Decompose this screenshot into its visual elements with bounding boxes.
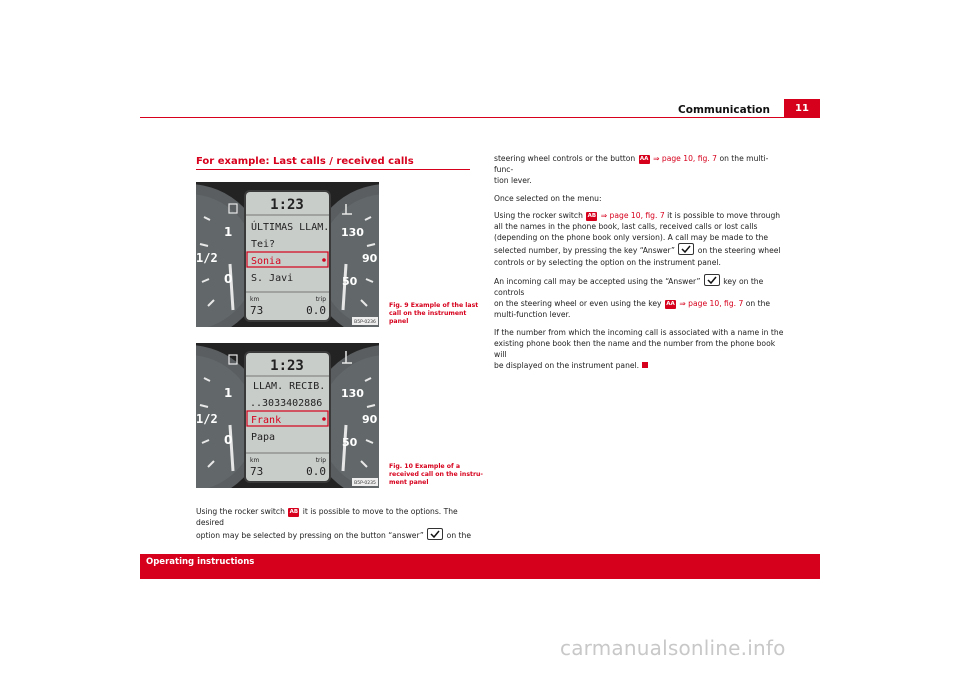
answer-key-icon	[678, 243, 694, 255]
page-reference-link[interactable]: ⇒ page 10, fig. 7	[679, 299, 744, 309]
display-clock: 1:23	[270, 197, 304, 213]
page-reference-link[interactable]: ⇒ page 10, fig. 7	[600, 210, 665, 220]
rocker-switch-ab-badge: AB	[289, 509, 299, 515]
display-list-item-selected: Sonia	[251, 256, 282, 267]
display-trip-value: 0.0	[306, 465, 326, 478]
display-list-item: ..3033402886	[250, 398, 323, 409]
figure-10-caption: Fig. 10 Example of a received call on the instru- ment panel	[389, 463, 483, 486]
instrument-cluster-illustration	[196, 343, 379, 488]
rocker-switch-ab-badge: AB	[587, 212, 597, 219]
watermark: carmanualsonline.info	[560, 636, 786, 660]
left-paragraph: Using the rocker switch AB it is possible to move to the options. The desired option may be selected by pressing on the button “answer” on the	[196, 507, 472, 541]
gauge-fuel-empty: 0	[224, 433, 233, 447]
gauge-temp-high: 130	[341, 387, 364, 400]
display-clock: 1:23	[270, 358, 304, 374]
page-number: 11	[784, 99, 820, 118]
section-rule	[196, 169, 470, 170]
answer-key-icon	[704, 274, 720, 286]
gauge-temp-high: 130	[341, 226, 364, 239]
display-trip-label: trip	[315, 296, 326, 303]
display-menu-title: LLAM. RECIB.	[253, 381, 326, 392]
end-of-section-marker	[642, 362, 648, 368]
instrument-cluster-illustration	[196, 182, 379, 327]
display-list-item-selected: Frank	[251, 415, 282, 426]
answer-key-icon	[427, 528, 443, 540]
gauge-fuel-half: 1/2	[196, 251, 218, 265]
footer-section-label: Operating instructions	[146, 557, 255, 567]
gauge-fuel-half: 1/2	[196, 412, 218, 426]
figure-code: B5P-0235	[354, 481, 376, 486]
button-aa-badge: AA	[666, 301, 675, 308]
button-aa-badge: AA	[639, 156, 649, 162]
display-list-item: S. Javi	[251, 273, 294, 284]
gauge-temp-mid: 90	[362, 413, 378, 426]
gauge-temp-mid: 90	[362, 252, 378, 265]
gauge-temp-low: 50	[342, 436, 358, 449]
figure-code: B5P-0236	[354, 320, 376, 325]
display-km-value: 73	[250, 304, 264, 317]
figure-10-instrument-panel	[196, 343, 379, 488]
header-rule	[140, 117, 820, 118]
display-km-label: km	[250, 296, 260, 303]
figure-9-instrument-panel	[196, 182, 379, 327]
display-km-value: 73	[250, 465, 264, 478]
display-trip-label: trip	[315, 457, 326, 464]
display-list-item: Tei?	[251, 239, 276, 250]
gauge-temp-low: 50	[342, 275, 358, 288]
gauge-fuel-full: 1	[224, 386, 233, 400]
right-column-text: steering wheel controls or the button AA ⇒ page 10, fig. 7 on the multi-func- tion lever. Once selected on the menu: Using the rocker switch AB ⇒ page 10, fig. 7 it is possible to move through all the names in the phone book, last calls, received calls or lost calls (depending on the phone book only version). A call may be made to the selected number, by pressing the key “Answer” on the steering wheel controls or by selecting the option on the instrument panel. An incoming call may be accepted using the “Answer” key on the controls on the steering wheel or even using the key AA ⇒ page 10, fig. 7 on the multi-function lever. If the number from which the incoming call is associated with a name in the existing phone book then the name and the number from the phone book will be displayed on the instrument panel.	[494, 154, 784, 371]
page-reference-link[interactable]: ⇒ page 10, fig. 7	[653, 154, 718, 163]
display-trip-value: 0.0	[306, 304, 326, 317]
display-km-label: km	[250, 457, 260, 464]
display-menu-title: ÚLTIMAS LLAM.	[251, 222, 330, 233]
running-header-title: Communication	[678, 104, 770, 116]
figure-9-caption: Fig. 9 Example of the last call on the instrument panel	[389, 302, 479, 325]
gauge-fuel-empty: 0	[224, 272, 233, 286]
gauge-fuel-full: 1	[224, 225, 233, 239]
section-title: For example: Last calls / received calls	[196, 156, 414, 167]
display-list-item: Papa	[251, 432, 276, 443]
